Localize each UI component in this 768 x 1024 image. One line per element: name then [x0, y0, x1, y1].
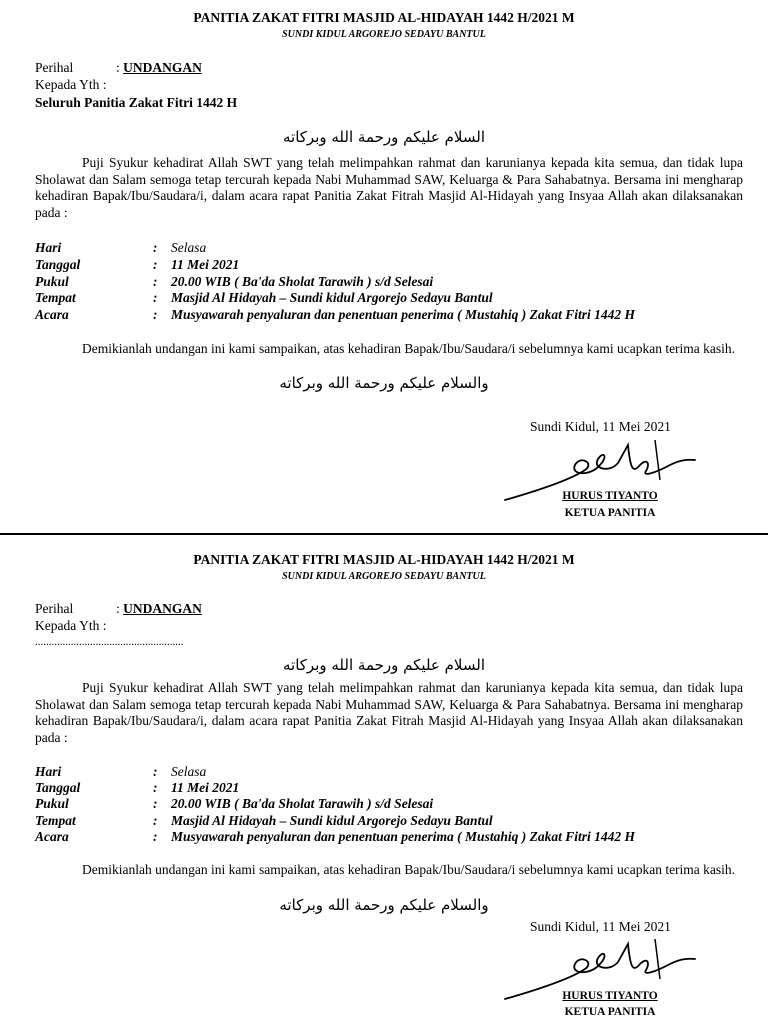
detail-hari: [35, 764, 206, 781]
detail-acara: [35, 829, 635, 846]
detail-value: 11 Mei 2021: [171, 780, 240, 795]
detail-label: Pukul: [35, 274, 69, 289]
detail-hari: [35, 240, 206, 257]
detail-colon: :: [153, 290, 158, 305]
perihal-separator: :: [116, 601, 120, 616]
perihal-row: [35, 60, 202, 76]
invitation-letter-2: [0, 536, 768, 1024]
recipient-blank: ......................................................: [35, 636, 184, 648]
closing-paragraph: [35, 341, 743, 358]
detail-label: Acara: [35, 829, 69, 844]
detail-colon: :: [153, 764, 158, 779]
detail-label: Pukul: [35, 796, 69, 811]
signer-role: KETUA PANITIA: [564, 507, 656, 519]
detail-label: Tanggal: [35, 257, 81, 272]
letterhead-subtitle: SUNDI KIDUL ARGOREJO SEDAYU BANTUL: [282, 571, 486, 582]
detail-value: 20.00 WIB ( Ba'da Sholat Tarawih ) s/d Selesai: [171, 796, 434, 811]
signer-name: HURUS TIYANTO: [562, 490, 658, 502]
detail-pukul: [35, 274, 433, 291]
page-divider: [0, 533, 768, 535]
detail-value: Masjid Al Hidayah – Sundi kidul Argorejo Sedayu Bantul: [171, 813, 493, 828]
letterhead-title: PANITIA ZAKAT FITRI MASJID AL-HIDAYAH 1442 H/2021 M: [193, 552, 575, 567]
detail-tempat: [35, 813, 493, 830]
closing-paragraph: [35, 862, 743, 879]
intro-paragraph: [35, 155, 743, 221]
intro-text: Puji Syukur kehadirat Allah SWT yang telah melimpahkan rahmat dan karunianya kepada kita semua, dan tidak lupa Sholawat dan Salam semoga tetap tercurah kepada Nabi Muhammad SAW, Keluarga & Para Sahabatnya. Bersama ini mengharap kehadiran Bapak/Ibu/Saudara/i, dalam acara rapat Panitia Zakat Fitrah Masjid Al-Hidayah yang Insyaa Allah akan dilaksanakan pada :: [35, 155, 743, 220]
detail-label: Hari: [35, 240, 62, 255]
detail-tanggal: [35, 257, 239, 274]
detail-value: Selasa: [171, 240, 207, 255]
detail-colon: :: [153, 780, 158, 795]
perihal-row: [35, 601, 202, 617]
detail-acara: [35, 307, 635, 324]
detail-colon: :: [153, 307, 158, 322]
kepada-label: Kepada Yth :: [35, 77, 107, 92]
detail-value: 20.00 WIB ( Ba'da Sholat Tarawih ) s/d Selesai: [171, 274, 434, 289]
detail-colon: :: [153, 796, 158, 811]
detail-tempat: [35, 290, 493, 307]
perihal-separator: :: [116, 60, 120, 75]
recipient: Seluruh Panitia Zakat Fitri 1442 H: [35, 95, 238, 110]
detail-colon: :: [153, 829, 158, 844]
place-date: Sundi Kidul, 11 Mei 2021: [530, 419, 671, 434]
closing-text: Demikianlah undangan ini kami sampaikan, atas kehadiran Bapak/Ibu/Saudara/i sebelumnya kami ucapkan terima kasih.: [82, 862, 736, 877]
greeting-arabic: السلام عليكم ورحمة الله وبركاته: [283, 656, 485, 674]
detail-value: Musyawarah penyaluran dan penentuan penerima ( Mustahiq ) Zakat Fitri 1442 H: [171, 307, 635, 322]
kepada-label: Kepada Yth :: [35, 618, 107, 633]
detail-pukul: [35, 796, 433, 813]
place-date: Sundi Kidul, 11 Mei 2021: [530, 919, 671, 934]
perihal-value: UNDANGAN: [123, 60, 202, 75]
detail-value: Masjid Al Hidayah – Sundi kidul Argorejo Sedayu Bantul: [171, 290, 493, 305]
detail-colon: :: [153, 257, 158, 272]
detail-colon: :: [153, 240, 158, 255]
perihal-value: UNDANGAN: [123, 601, 202, 616]
signer-name: HURUS TIYANTO: [562, 990, 658, 1002]
detail-colon: :: [153, 813, 158, 828]
detail-value: 11 Mei 2021: [171, 257, 240, 272]
detail-label: Hari: [35, 764, 62, 779]
detail-value: Selasa: [171, 764, 207, 779]
letterhead-subtitle: SUNDI KIDUL ARGOREJO SEDAYU BANTUL: [282, 29, 486, 40]
greeting-arabic: السلام عليكم ورحمة الله وبركاته: [283, 128, 485, 146]
letterhead-title: PANITIA ZAKAT FITRI MASJID AL-HIDAYAH 1442 H/2021 M: [193, 10, 575, 25]
intro-text: Puji Syukur kehadirat Allah SWT yang telah melimpahkan rahmat dan karunianya kepada kita semua, dan tidak lupa Sholawat dan Salam semoga tetap tercurah kepada Nabi Muhammad SAW, Keluarga & Para Sahabatnya. Bersama ini mengharap kehadiran Bapak/Ibu/Saudara/i, dalam acara rapat Panitia Zakat Fitrah Masjid Al-Hidayah yang Insyaa Allah akan dilaksanakan pada :: [35, 680, 743, 745]
closing-text: Demikianlah undangan ini kami sampaikan, atas kehadiran Bapak/Ibu/Saudara/i sebelumnya kami ucapkan terima kasih.: [82, 341, 736, 356]
perihal-label: Perihal: [35, 60, 74, 75]
closing-arabic: والسلام عليكم ورحمة الله وبركاته: [279, 896, 489, 914]
detail-label: Tempat: [35, 813, 76, 828]
detail-tanggal: [35, 780, 239, 797]
closing-arabic: والسلام عليكم ورحمة الله وبركاته: [279, 374, 489, 392]
detail-label: Acara: [35, 307, 69, 322]
detail-label: Tanggal: [35, 780, 81, 795]
detail-label: Tempat: [35, 290, 76, 305]
signer-role: KETUA PANITIA: [564, 1006, 656, 1018]
detail-value: Musyawarah penyaluran dan penentuan penerima ( Mustahiq ) Zakat Fitri 1442 H: [171, 829, 635, 844]
intro-paragraph: [35, 680, 743, 746]
detail-colon: :: [153, 274, 158, 289]
perihal-label: Perihal: [35, 601, 74, 616]
